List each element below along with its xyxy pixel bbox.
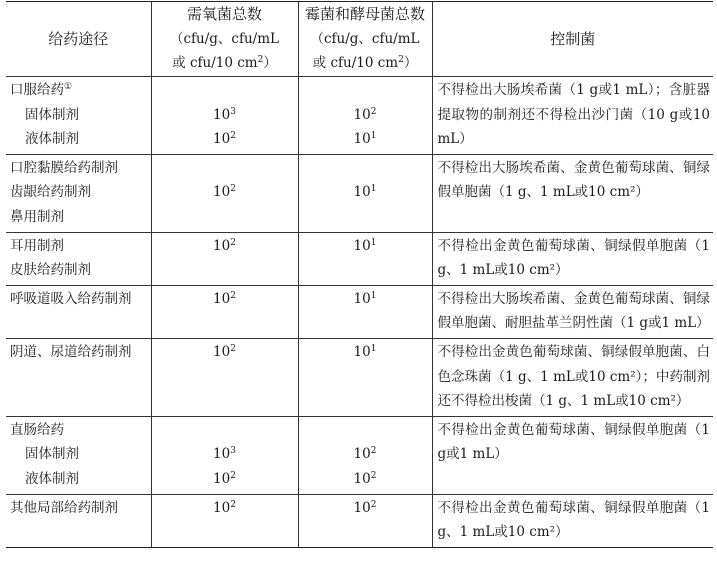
- aerobic-value: $10^2$: [213, 470, 236, 487]
- mold-value: $10^2$: [353, 470, 377, 487]
- mold-count-cell: [298, 494, 432, 547]
- header-aerobic-unit-1: （cfu/g、cfu/mL: [169, 30, 279, 47]
- aerobic-value: $10^2$: [213, 237, 236, 254]
- aerobic-value: $10^3$: [213, 106, 236, 123]
- table-row: [6, 232, 713, 285]
- control-bacteria-cell: 不得检出金黄色葡萄球菌、铜绿假单胞菌（1 g或1 mL）: [437, 421, 710, 463]
- aerobic-value: $10^2$: [213, 499, 236, 516]
- table-row: [6, 338, 713, 416]
- mold-value: $10^2$: [353, 446, 377, 463]
- header-mold-unit-1: （cfu/g、cfu/mL: [310, 30, 420, 47]
- aerobic-count-cell: [151, 154, 298, 232]
- route-line: 液体制剂: [25, 131, 79, 148]
- route-cell: [6, 416, 151, 494]
- route-line: 呼吸道吸入给药制剂: [10, 290, 132, 307]
- aerobic-value: $10^2$: [213, 131, 236, 148]
- table-row: [6, 77, 713, 155]
- aerobic-count-cell: [151, 285, 298, 338]
- aerobic-count-cell: [151, 494, 298, 547]
- aerobic-value: $10^3$: [213, 446, 236, 463]
- route-cell: [6, 338, 151, 416]
- route-line: 口服给药①: [10, 82, 73, 98]
- mold-count-cell: [298, 77, 432, 155]
- route-line: 耳用制剂: [10, 237, 64, 254]
- control-bacteria-cell: 不得检出大肠埃希菌、金黄色葡萄球菌、铜绿假单胞菌（1 g、1 mL或10 cm²）: [437, 159, 710, 201]
- header-aerobic-unit-2: 或 cfu/10 $cm^2$）: [172, 55, 277, 72]
- route-cell: [6, 77, 151, 155]
- aerobic-value: $10^2$: [213, 290, 236, 307]
- mold-value: $10^1$: [353, 184, 377, 201]
- route-cell: [6, 285, 151, 338]
- table-row: [6, 416, 713, 494]
- aerobic-count-cell: [151, 338, 298, 416]
- control-bacteria-cell: 不得检出金黄色葡萄球菌、铜绿假单胞菌（1 g、1 mL或10 cm²）: [437, 499, 710, 541]
- route-cell: [6, 232, 151, 285]
- mold-count-cell: [298, 285, 432, 338]
- mold-value: $10^1$: [353, 131, 377, 148]
- route-line: 皮肤给药制剂: [10, 262, 91, 279]
- header-aerobic-count: [151, 2, 298, 77]
- control-bacteria-cell: 不得检出大肠埃希菌、金黄色葡萄球菌、铜绿假单胞菌、耐胆盐革兰阴性菌（1 g或1 mL）: [437, 290, 710, 332]
- aerobic-count-cell: [151, 416, 298, 494]
- table-row: [6, 494, 713, 547]
- aerobic-count-cell: [151, 77, 298, 155]
- aerobic-count-cell: [151, 232, 298, 285]
- aerobic-value: $10^2$: [213, 184, 236, 201]
- route-cell: [6, 494, 151, 547]
- mold-count-cell: [298, 338, 432, 416]
- header-mold-title: 霉菌和酵母菌总数: [304, 5, 425, 24]
- route-line: 鼻用制剂: [10, 208, 64, 225]
- header-route: 给药途径: [6, 2, 151, 77]
- route-line: 直肠给药: [10, 421, 64, 438]
- route-line: 固体制剂: [25, 446, 79, 463]
- mold-value: $10^1$: [353, 237, 377, 254]
- control-bacteria-cell: 不得检出金黄色葡萄球菌、铜绿假单胞菌、白色念珠菌（1 g、1 mL或10 cm²）；中药制剂还不得检出梭菌（1 g、1 mL或10 cm²）: [437, 343, 710, 410]
- mold-value: $10^2$: [353, 499, 377, 516]
- header-mold-unit-2: 或 cfu/10 $cm^2$）: [312, 55, 418, 72]
- header-control-bacteria: 控制菌: [550, 29, 596, 48]
- mold-count-cell: [298, 154, 432, 232]
- mold-value: $10^1$: [353, 290, 377, 307]
- mold-count-cell: [298, 232, 432, 285]
- header-aerobic-title: 需氧菌总数: [186, 5, 262, 24]
- mold-value: $10^2$: [353, 106, 377, 123]
- route-line: 齿龈给药制剂: [10, 184, 91, 201]
- route-line: 阴道、尿道给药制剂: [10, 343, 132, 360]
- microbial-limits-table: [6, 1, 713, 548]
- table-header-row: [6, 2, 713, 77]
- table-row: [6, 285, 713, 338]
- mold-value: $10^1$: [353, 343, 377, 360]
- control-bacteria-cell: 不得检出金黄色葡萄球菌、铜绿假单胞菌（1 g、1 mL或10 cm²）: [437, 237, 710, 279]
- control-bacteria-cell: 不得检出大肠埃希菌（1 g或1 mL）；含脏器提取物的制剂还不得检出沙门菌（10 g或10 mL）: [437, 82, 710, 148]
- route-line: 固体制剂: [25, 106, 79, 123]
- route-cell: [6, 154, 151, 232]
- aerobic-value: $10^2$: [213, 343, 236, 360]
- route-line: 液体制剂: [25, 470, 79, 487]
- route-line: 口腔黏膜给药制剂: [10, 159, 118, 176]
- route-line: 其他局部给药制剂: [10, 499, 118, 516]
- header-mold-yeast-count: [298, 2, 432, 77]
- table-row: [6, 154, 713, 232]
- mold-count-cell: [298, 416, 432, 494]
